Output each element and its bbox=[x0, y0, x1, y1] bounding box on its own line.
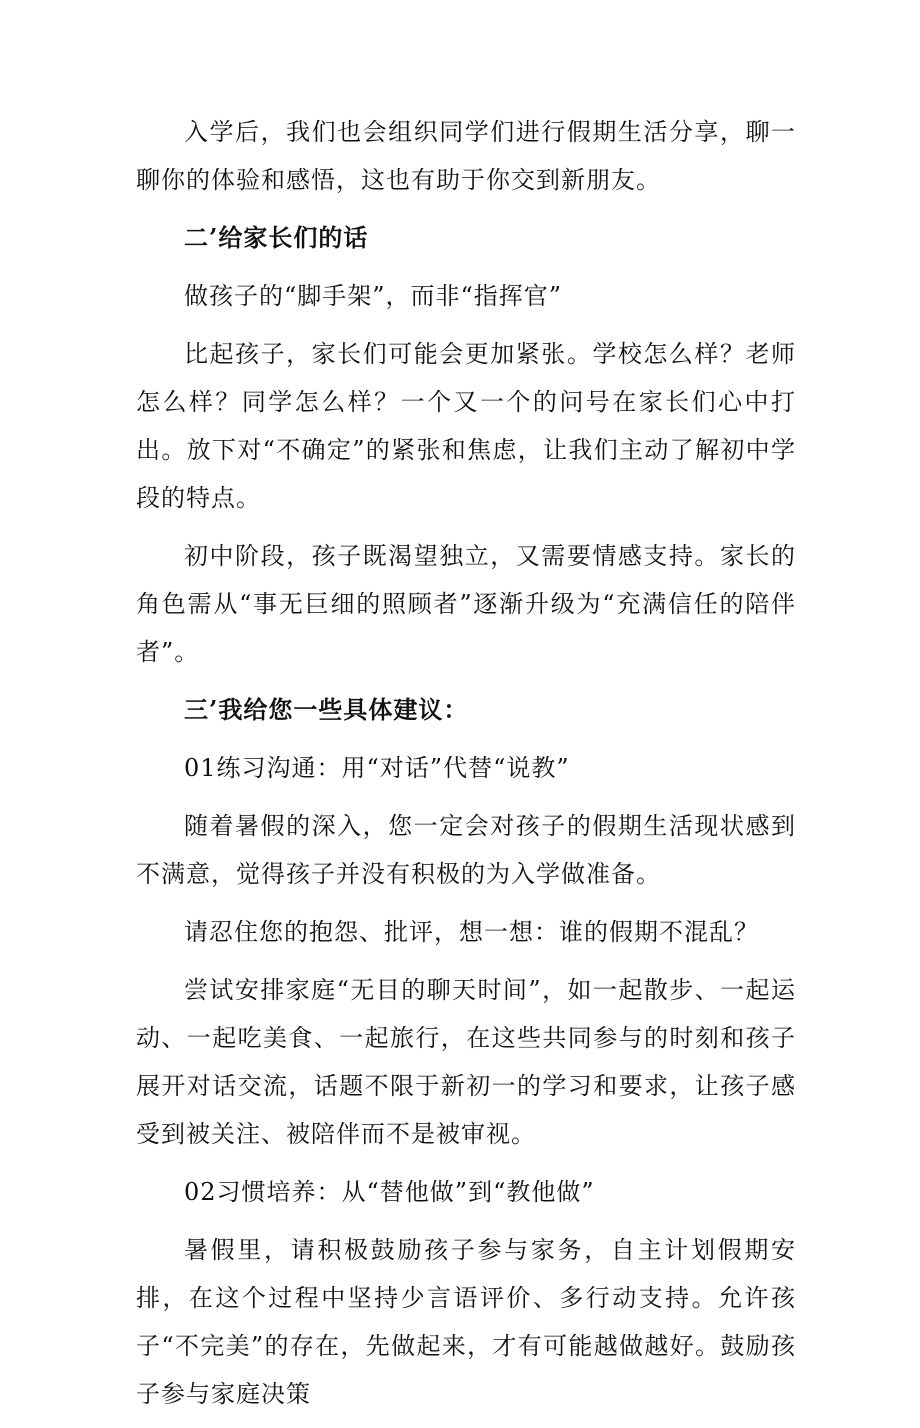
paragraph-tip-01-communication: 01练习沟通：用“对话”代替“说教” bbox=[184, 754, 570, 782]
section-heading-suggestions: 三’我给您一些具体建议： bbox=[184, 695, 469, 724]
paragraph-role-change: 初中阶段，孩子既渴望独立，又需要情感支持。家长的角色需从“事无巨细的照顾者”逐渐升级为“充满信任的陪伴者”。 bbox=[136, 542, 796, 666]
paragraph-housework: 暑假里，请积极鼓励孩子参与家务，自主计划假期安排，在这个过程中坚持少言语评价、多行动支持。允许孩子“不完美”的存在，先做起来，才有可能越做越好。鼓励孩子参与家庭决策 bbox=[136, 1236, 796, 1408]
paragraph-tip-02-habits: 02习惯培养：从“替他做”到“教他做” bbox=[184, 1178, 595, 1206]
section-heading-to-parents: 二’给家长们的话 bbox=[184, 223, 369, 252]
document-body bbox=[136, 108, 796, 1428]
paragraph-hold-complaints: 请忍住您的抱怨、批评，想一想：谁的假期不混乱？ bbox=[184, 918, 759, 946]
paragraph-intro-sharing: 入学后，我们也会组织同学们进行假期生活分享，聊一聊你的体验和感悟，这也有助于你交到新朋友。 bbox=[136, 118, 796, 194]
paragraph-summer-dissatisfaction: 随着暑假的深入，您一定会对孩子的假期生活现状感到不满意，觉得孩子并没有积极的为入学做准备。 bbox=[136, 812, 796, 888]
paragraph-parents-nervous: 比起孩子，家长们可能会更加紧张。学校怎么样？老师怎么样？同学怎么样？一个又一个的问号在家长们心中打出。放下对“不确定”的紧张和焦虑，让我们主动了解初中学段的特点。 bbox=[136, 340, 796, 512]
paragraph-chat-time: 尝试安排家庭“无目的聊天时间”，如一起散步、一起运动、一起吃美食、一起旅行，在这些共同参与的时刻和孩子展开对话交流，话题不限于新初一的学习和要求，让孩子感受到被关注、被陪伴而不是被审视。 bbox=[136, 976, 796, 1148]
paragraph-scaffold-not-commander: 做孩子的“脚手架”，而非“指挥官” bbox=[184, 282, 563, 310]
